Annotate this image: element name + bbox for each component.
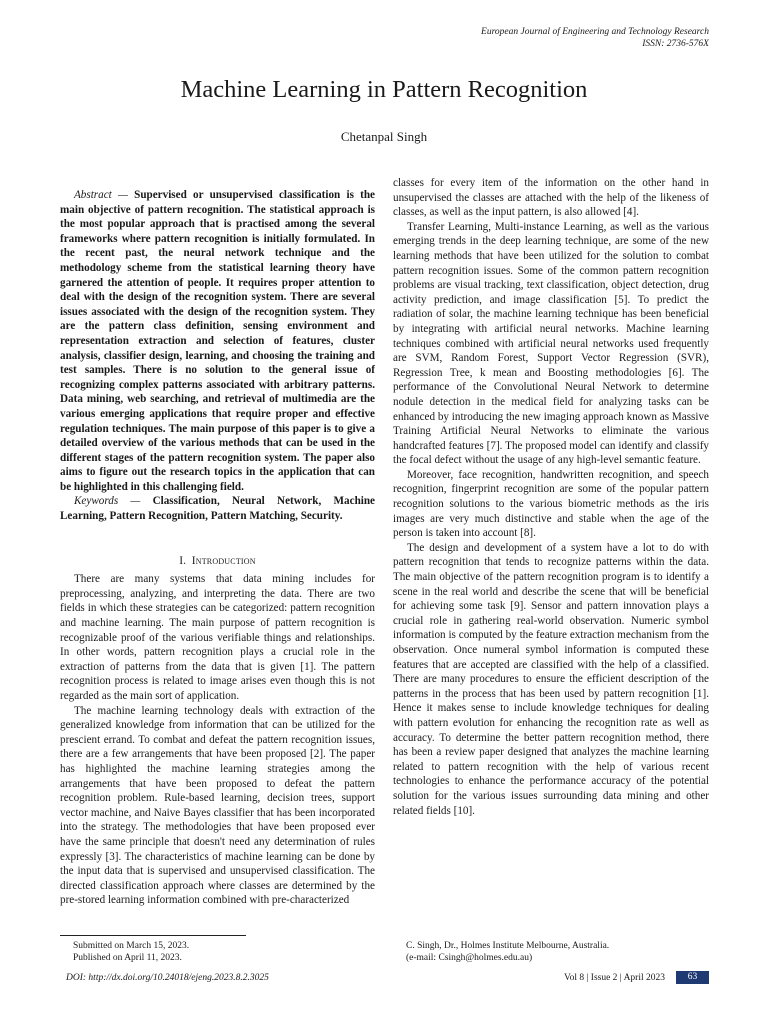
- abstract-text: Supervised or unsupervised classification is the main objective of pattern recognition. The statistical approach is the most popular approach that is practised among the several frameworks where pattern recognition is initially formulated. In the recent past, the neural network technique and the methodology scheme from the statistical learning theory have garnered the attention of people. It requires proper attention to deal with the design of the recognition system. There are several issues associated with the design of the recognition system. They are the pattern class definition, sensing environment and representation extraction and selection of features, cluster analysis, classifier design, learning, and choosing the training and test samples. There is no solution to the general issue of recognizing complex patterns associated with arbitrary patterns. Data mining, web searching, and retrieval of multimedia are the various emerging applications that require proper and effective regulation techniques. The main purpose of this paper is to give a detailed overview of the various methods that can be used in the different stages of the pattern recognition system. The paper also aims to figure out the research topics in the application that can be highlighted in this challenging field.: [60, 189, 375, 493]
- abstract: [60, 176, 375, 494]
- published-date: Published on April 11, 2023.: [73, 953, 182, 963]
- section-number: I.: [179, 554, 186, 567]
- left-column: [60, 176, 375, 908]
- section-heading-introduction: [60, 554, 375, 569]
- footnote-affiliation: [406, 940, 609, 964]
- paragraph: classes for every item of the information on the other hand in unsupervised the classes are attached with the help of the likeness of classes, as well as the input pattern, is also allowed [4].: [393, 177, 709, 219]
- author-affiliation: C. Singh, Dr., Holmes Institute Melbourne, Australia.: [406, 941, 610, 951]
- journal-header: [481, 26, 709, 50]
- paragraph: The design and development of a system have a lot to do with pattern recognition that tends to recognize patterns within the data. The main objective of the pattern recognition program is to identify a scene in the real world and describe the scene that will be beneficial for achieving some task [9]. Sensor and pattern innovation plays a crucial role in gathering real-world observation. Numeric symbol information is computed by the feature extraction mechanism from the observation. Once numeral symbol information is computed these features that are accepted are classified with the help of a classified. There are many procedures to ensure the efficient description of the patterns in the process that has been used by pattern recognition [1]. Hence it makes sense to include knowledge techniques for dealing with pattern evolution for enhancing the recognition rate as well as accuracy. To determine the better pattern recognition method, there has been a review paper designed that analyzes the machine learning related to pattern recognition with the help of various recent technologies to enhance the performance accuracy of the potential solution for the various issues surrounding data mining and other related fields [10].: [393, 541, 709, 817]
- section-title: Introduction: [191, 554, 256, 567]
- footnote-dates: [73, 940, 189, 964]
- volume-issue: Vol 8 | Issue 2 | April 2023: [563, 973, 665, 983]
- journal-issn: ISSN: 2736-576X: [642, 39, 709, 49]
- paragraph: There are many systems that data mining includes for preprocessing, analyzing, and interpreting the data. There are two fields in which these strategies can be categorized: pattern recognition and machine learning. The main purpose of pattern recognition is recognizable proof of the various verifiable things and relationships. In other words, pattern recognition plays a crucial role in the extraction of patterns from the data that is given [1]. The pattern recognition process is related to image arises even though this is not regarded as the main sort of application.: [60, 573, 375, 702]
- paragraph: Moreover, face recognition, handwritten recognition, and speech recognition, fingerprint recognition are some of the popular pattern recognition solutions to the various biometric methods as the iris images are very much distinctive and stable when the age of the person is taken into account [8].: [393, 468, 709, 540]
- keywords: [60, 494, 375, 523]
- keywords-label: Keywords —: [74, 495, 141, 508]
- journal-name: European Journal of Engineering and Technology Research: [481, 27, 709, 37]
- paragraph: The machine learning technology deals with extraction of the generalized knowledge from information that can be utilized for the prescient errand. To combat and defeat the pattern recognition issues, there are a few arrangements that have been proposed [2]. The paper has highlighted the machine learning strategies among the arrangements that have been proposed to defeat the pattern recognition problem. Rule-based learning, decision trees, support vector machine, and Naive Bayes classifier that has been incorporated into the strategy. The methodologies that have been proposed ever have the same principle that doesn't need any determination of rules expressly [3]. The characteristics of machine learning can be done by the input data that is supervised and unsupervised classification. The directed classification approach where classes are determined by the pre-stored learning information combined with pre-characterized: [60, 704, 375, 907]
- abstract-label: Abstract —: [74, 189, 128, 201]
- author-email: (e-mail: Csingh@holmes.edu.au): [406, 953, 533, 963]
- submitted-date: Submitted on March 15, 2023.: [73, 941, 190, 951]
- paper-title: Machine Learning in Pattern Recognition: [180, 76, 588, 103]
- paper-author: Chetanpal Singh: [340, 129, 428, 144]
- right-column: [393, 176, 709, 818]
- doi-link[interactable]: DOI: http://dx.doi.org/10.24018/ejeng.2023.8.2.3025: [66, 973, 269, 983]
- footnote-rule: [60, 935, 246, 936]
- paragraph: Transfer Learning, Multi-instance Learning, as well as the various emerging trends in the deep learning technique, are some of the new learning methods that have been utilized for the solution to combat pattern recognition issues. Some of the common pattern recognition problems are visual tracking, text classification, object detection, drug activity prediction, and image classification [5]. To predict the radiation of solar, the machine learning technique has been beneficial by integrating with artificial neural networks. Machine learning techniques combined with artificial neural networks used frequently are SVM, Random Forest, Support Vector Regression (SVR), Regression Tree, k mean and Boosting methodologies [6]. The performance of the Convolutional Neural Network to determine nodule detection in the medical field for analyzing tasks can be enhanced by introducing the new imaging approach known as Massive Training Artificial Neural Networks to eliminate the various handcrafted features [7]. The proposed model can identify and classify the focal defect without the usage of any high-level semantic feature.: [393, 220, 709, 467]
- keywords-text: Classification, Neural Network, Machine Learning, Pattern Recognition, Pattern Matching, Security.: [60, 495, 375, 523]
- page-number-badge: 63: [676, 971, 709, 984]
